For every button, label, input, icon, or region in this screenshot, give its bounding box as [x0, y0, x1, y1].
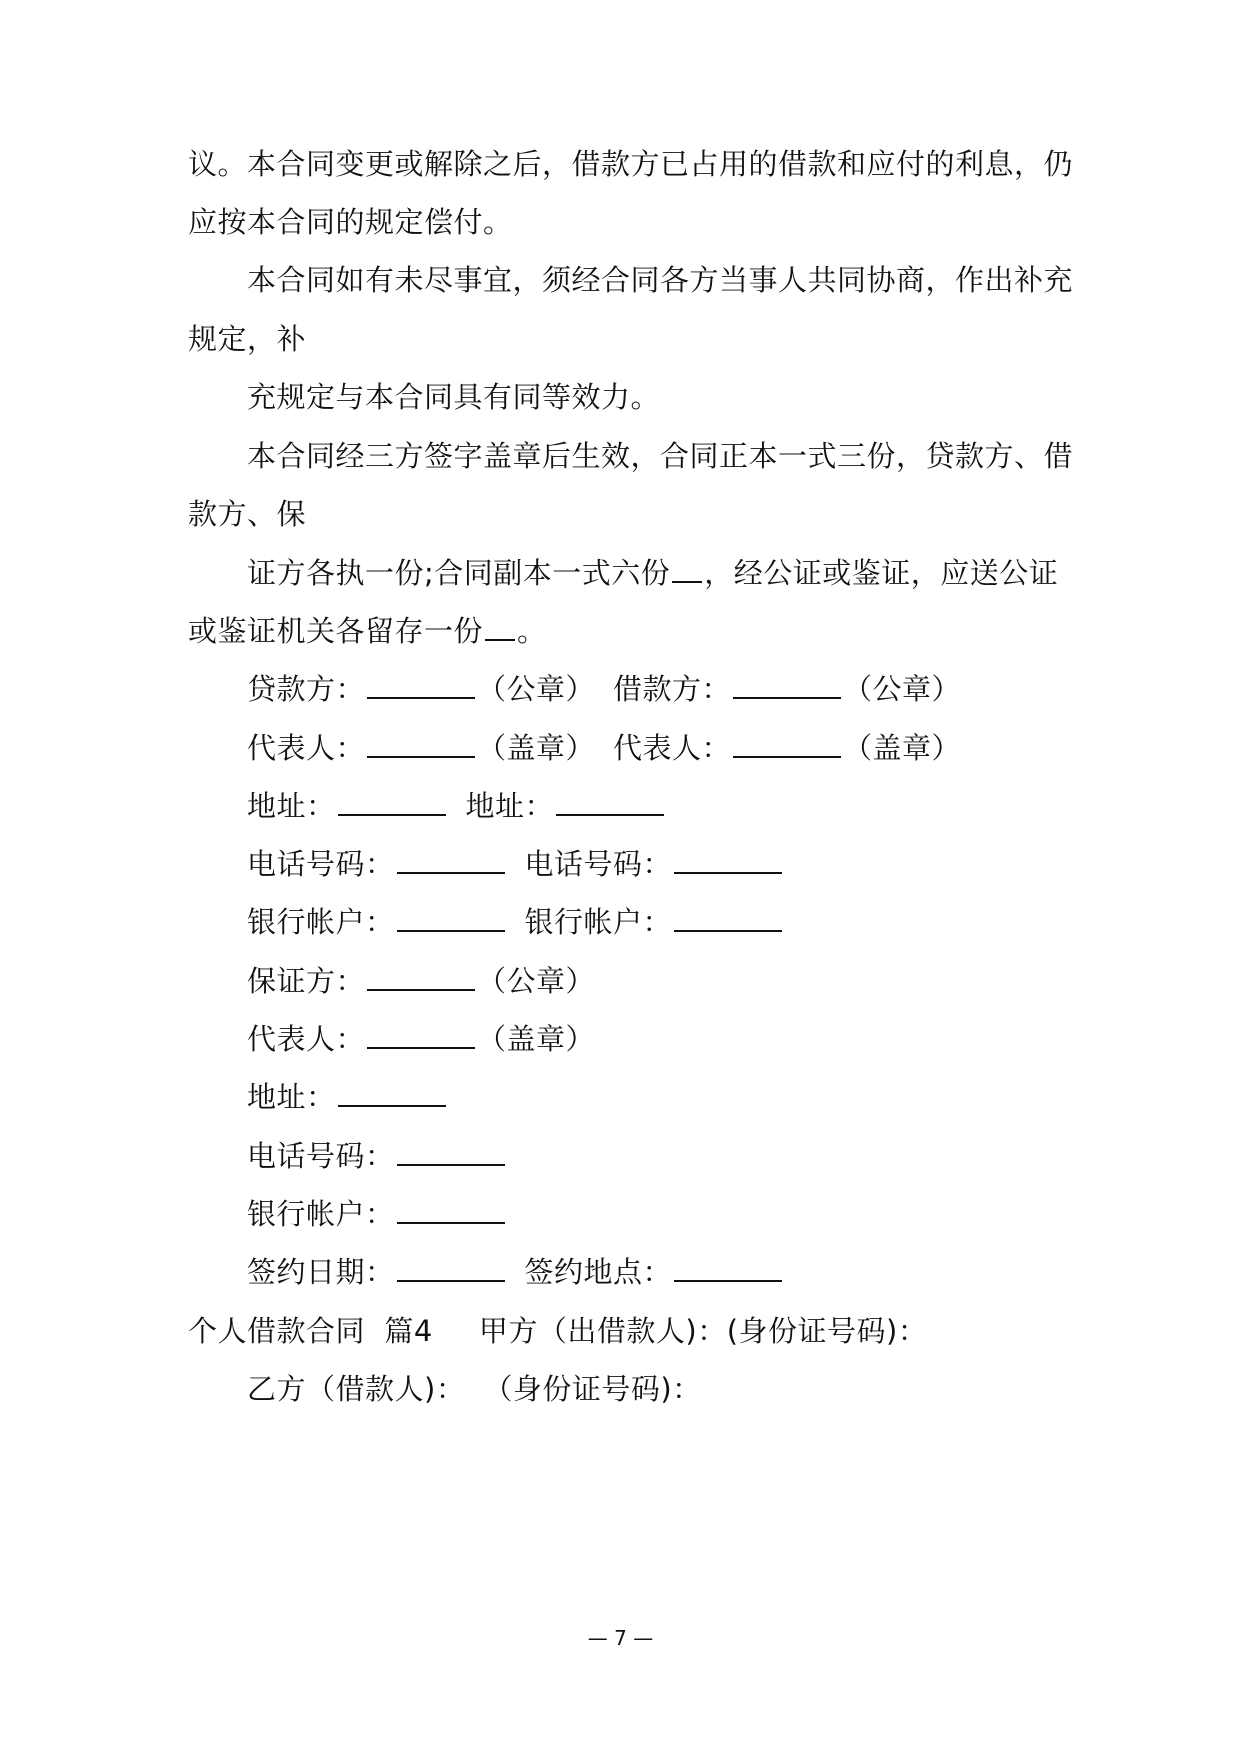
address-blank[interactable]	[556, 790, 664, 816]
sign-date-blank[interactable]	[397, 1256, 505, 1282]
sign-place-label: 签约地点：	[524, 1255, 673, 1289]
rep-blank[interactable]	[733, 732, 841, 758]
signature-row-bank	[247, 902, 784, 942]
copies-blank[interactable]	[672, 557, 702, 583]
paragraph-line	[247, 553, 1058, 593]
signature-row-guarantor-phone	[247, 1136, 507, 1176]
phone-label: 电话号码：	[524, 847, 673, 881]
address-label: 地址：	[247, 789, 336, 823]
phone-label: 电话号码：	[247, 847, 395, 881]
personal-seal-label: （盖章）	[477, 1022, 596, 1056]
address-label: 地址：	[465, 789, 555, 823]
signature-row-guarantor-address	[247, 1077, 448, 1117]
text-span: 规定，补	[188, 322, 307, 356]
rep-label: 代表人：	[613, 731, 732, 765]
address-blank[interactable]	[338, 790, 446, 816]
personal-seal-label: （盖章）	[843, 731, 962, 765]
party-b-label: 乙方（借款人)：	[247, 1372, 466, 1406]
official-seal-label: （公章）	[477, 672, 596, 706]
bank-label: 银行帐户：	[247, 1197, 395, 1231]
text-span: 本合同如有未尽事宜，须经合同各方当事人共同协商，作出补充	[247, 263, 1074, 297]
bank-label: 银行帐户：	[247, 905, 395, 939]
personal-seal-label: （盖章）	[477, 731, 596, 765]
guarantor-blank[interactable]	[367, 965, 475, 991]
signature-row-guarantor-rep	[247, 1019, 595, 1059]
contract-heading-line	[188, 1311, 927, 1351]
paragraph-line	[247, 436, 1073, 476]
sign-place-blank[interactable]	[674, 1256, 782, 1282]
address-label: 地址：	[247, 1080, 336, 1114]
paragraph-line	[188, 494, 306, 534]
page-number: — 7 —	[587, 1626, 654, 1650]
text-span: 应按本合同的规定偿付。	[188, 205, 513, 239]
rep-blank[interactable]	[367, 1023, 475, 1049]
rep-blank[interactable]	[367, 732, 475, 758]
bank-blank[interactable]	[674, 906, 782, 932]
text-span: ，经公证或鉴证，应送公证	[704, 556, 1059, 590]
paragraph-line	[188, 144, 1073, 184]
phone-blank[interactable]	[397, 1140, 505, 1166]
phone-blank[interactable]	[397, 848, 505, 874]
text-span: 充规定与本合同具有同等效力。	[247, 380, 661, 414]
signature-row-guarantor-bank	[247, 1194, 507, 1234]
text-span: 本合同经三方签字盖章后生效，合同正本一式三份，贷款方、借	[247, 439, 1074, 473]
signature-row-date-place	[247, 1252, 784, 1292]
phone-label: 电话号码：	[247, 1139, 395, 1173]
bank-label: 银行帐户：	[524, 905, 673, 939]
lender-blank[interactable]	[367, 673, 475, 699]
official-seal-label: （公章）	[477, 964, 596, 998]
text-span: 议。本合同变更或解除之后，借款方已占用的借款和应付的利息，仍	[188, 147, 1074, 181]
borrower-blank[interactable]	[733, 673, 841, 699]
text-span: 证方各执一份;合同副本一式六份	[247, 556, 671, 590]
paragraph-line	[188, 319, 306, 359]
text-span: 或鉴证机关各留存一份	[188, 614, 484, 648]
signature-row-phone	[247, 844, 784, 884]
paragraph-line	[247, 377, 660, 417]
signature-row-guarantor	[247, 961, 595, 1001]
phone-blank[interactable]	[674, 848, 782, 874]
bank-blank[interactable]	[397, 1198, 505, 1224]
official-seal-label: （公章）	[843, 672, 962, 706]
signature-row-lender	[247, 669, 961, 709]
party-b-id-label: （身份证号码)：	[483, 1372, 702, 1406]
signature-row-address	[247, 786, 666, 826]
contract-title: 个人借款合同 篇4	[188, 1314, 433, 1348]
copies-blank[interactable]	[485, 615, 515, 641]
text-span: 。	[517, 614, 547, 648]
address-blank[interactable]	[338, 1081, 446, 1107]
paragraph-line	[188, 611, 547, 651]
borrower-label: 借款方：	[613, 672, 732, 706]
bank-blank[interactable]	[397, 906, 505, 932]
rep-label: 代表人：	[247, 731, 366, 765]
rep-label: 代表人：	[247, 1022, 366, 1056]
guarantor-label: 保证方：	[247, 964, 366, 998]
text-span: 款方、保	[188, 497, 307, 531]
party-a-label: 甲方（出借款人)：(身份证号码)：	[478, 1314, 928, 1348]
lender-label: 贷款方：	[247, 672, 366, 706]
paragraph-line	[188, 202, 513, 242]
signature-row-rep	[247, 728, 961, 768]
party-b-line	[247, 1369, 702, 1409]
sign-date-label: 签约日期：	[247, 1255, 395, 1289]
paragraph-line	[247, 260, 1073, 300]
